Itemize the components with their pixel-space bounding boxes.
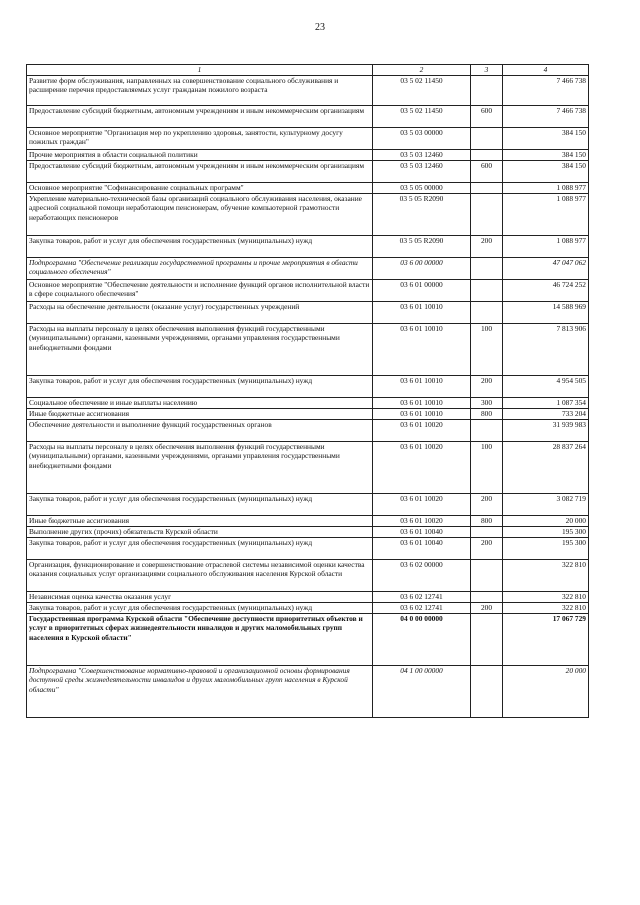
- budget-table: [26, 64, 589, 718]
- row-expense-type: 600: [471, 160, 503, 182]
- table-row: [27, 160, 589, 182]
- row-amount: 7 813 906: [503, 323, 589, 375]
- row-expense-type: [471, 301, 503, 323]
- row-expense-type: [471, 149, 503, 160]
- table-row: [27, 591, 589, 602]
- row-expense-type: [471, 591, 503, 602]
- column-header-type: 3: [471, 65, 503, 76]
- row-amount: 47 047 062: [503, 257, 589, 279]
- row-name: Укрепление материально-технической базы организаций социального обслуживания населения, оказание адресной социальной помощи неработающим пенсионерам, обучение компьютерной грамотности неработающих пенсионеров: [27, 193, 373, 235]
- row-name: Иные бюджетные ассигнования: [27, 515, 373, 526]
- row-code: 03 5 03 00000: [373, 127, 471, 149]
- row-name: Расходы на выплаты персоналу в целях обеспечения выполнения функций государственными (муниципальными) органами, казенными учреждениями, органами управления государственными внебюджетными фондами: [27, 323, 373, 375]
- row-name: Основное мероприятие "Организация мер по укреплению здоровья, занятости, культурному досугу пожилых граждан": [27, 127, 373, 149]
- row-code: 03 6 00 00000: [373, 257, 471, 279]
- row-amount: 1 087 354: [503, 397, 589, 408]
- row-code: 03 6 01 10010: [373, 375, 471, 397]
- row-expense-type: [471, 526, 503, 537]
- table-row: [27, 613, 589, 665]
- row-name: Организация, функционирование и совершенствование отраслевой системы независимой оценки качества оказания социальных услуг организациями социального обслуживания населения Курской области: [27, 559, 373, 591]
- row-code: 03 6 01 10040: [373, 526, 471, 537]
- table-row: [27, 665, 589, 717]
- row-code: 03 5 03 12460: [373, 160, 471, 182]
- row-name: Подпрограмма "Совершенствование нормативно-правовой и организационной основы формирования доступной среды жизнедеятельности инвалидов и других маломобильных групп населения в Курской области": [27, 665, 373, 717]
- table-row: [27, 441, 589, 493]
- row-amount: 20 000: [503, 515, 589, 526]
- row-name: Расходы на выплаты персоналу в целях обеспечения выполнения функций государственными (муниципальными) органами, казенными учреждениями, органами управления государственными внебюджетными фондами: [27, 441, 373, 493]
- row-amount: 384 150: [503, 160, 589, 182]
- row-code: 03 6 01 10020: [373, 493, 471, 515]
- table-header-row: [27, 65, 589, 76]
- row-expense-type: 800: [471, 408, 503, 419]
- row-code: 03 5 05 R2090: [373, 193, 471, 235]
- row-expense-type: 100: [471, 441, 503, 493]
- row-expense-type: [471, 193, 503, 235]
- row-name: Закупка товаров, работ и услуг для обеспечения государственных (муниципальных) нужд: [27, 537, 373, 559]
- row-amount: 7 466 738: [503, 105, 589, 127]
- row-expense-type: [471, 127, 503, 149]
- row-expense-type: [471, 279, 503, 301]
- row-name: Социальное обеспечение и иные выплаты населению: [27, 397, 373, 408]
- table-row: [27, 515, 589, 526]
- row-code: 03 5 02 11450: [373, 105, 471, 127]
- row-code: 03 6 01 10020: [373, 515, 471, 526]
- row-expense-type: [471, 182, 503, 193]
- table-row: [27, 408, 589, 419]
- row-expense-type: [471, 559, 503, 591]
- row-code: 03 6 02 12741: [373, 591, 471, 602]
- table-row: [27, 235, 589, 257]
- row-code: 03 6 01 10010: [373, 408, 471, 419]
- row-name: Обеспечение деятельности и выполнение функций государственных органов: [27, 419, 373, 441]
- row-name: Независимая оценка качества оказания услуг: [27, 591, 373, 602]
- row-amount: 195 300: [503, 526, 589, 537]
- row-code: 03 6 01 10010: [373, 323, 471, 375]
- column-header-name: 1: [27, 65, 373, 76]
- row-code: 03 6 01 10020: [373, 441, 471, 493]
- table-row: [27, 526, 589, 537]
- row-amount: 46 724 252: [503, 279, 589, 301]
- row-amount: 195 300: [503, 537, 589, 559]
- row-amount: 28 837 264: [503, 441, 589, 493]
- row-name: Закупка товаров, работ и услуг для обеспечения государственных (муниципальных) нужд: [27, 375, 373, 397]
- row-amount: 1 088 977: [503, 182, 589, 193]
- column-header-code: 2: [373, 65, 471, 76]
- row-expense-type: 800: [471, 515, 503, 526]
- row-expense-type: 100: [471, 323, 503, 375]
- row-amount: 20 000: [503, 665, 589, 717]
- row-expense-type: 200: [471, 602, 503, 613]
- row-code: 04 0 00 00000: [373, 613, 471, 665]
- row-name: Закупка товаров, работ и услуг для обеспечения государственных (муниципальных) нужд: [27, 602, 373, 613]
- row-code: 04 1 00 00000: [373, 665, 471, 717]
- row-code: 03 5 05 00000: [373, 182, 471, 193]
- table-row: [27, 375, 589, 397]
- table-row: [27, 127, 589, 149]
- row-name: Основное мероприятие "Софинансирование социальных программ": [27, 182, 373, 193]
- row-amount: 1 088 977: [503, 235, 589, 257]
- row-name: Предоставление субсидий бюджетным, автономным учреждениям и иным некоммерческим организациям: [27, 160, 373, 182]
- row-code: 03 6 02 12741: [373, 602, 471, 613]
- row-amount: 322 810: [503, 591, 589, 602]
- row-code: 03 6 01 00000: [373, 279, 471, 301]
- table-row: [27, 182, 589, 193]
- row-amount: 322 810: [503, 602, 589, 613]
- table-row: [27, 493, 589, 515]
- row-expense-type: [471, 613, 503, 665]
- row-name: Предоставление субсидий бюджетным, автономным учреждениям и иным некоммерческим организациям: [27, 105, 373, 127]
- column-header-amount: 4: [503, 65, 589, 76]
- row-expense-type: 300: [471, 397, 503, 408]
- row-name: Закупка товаров, работ и услуг для обеспечения государственных (муниципальных) нужд: [27, 493, 373, 515]
- row-name: Развитие форм обслуживания, направленных на совершенствование социального обслуживания и расширение перечня предоставляемых услуг гражданам пожилого возраста: [27, 75, 373, 105]
- row-name: Государственная программа Курской области "Обеспечение доступности приоритетных объектов и услуг в приоритетных сферах жизнедеятельности инвалидов и других маломобильных групп населения в Курской области": [27, 613, 373, 665]
- row-name: Основное мероприятие "Обеспечение деятельности и исполнение функций органов исполнительной власти в сфере социального обеспечения": [27, 279, 373, 301]
- row-amount: 733 204: [503, 408, 589, 419]
- row-expense-type: 600: [471, 105, 503, 127]
- row-amount: 7 466 738: [503, 75, 589, 105]
- table-row: [27, 193, 589, 235]
- row-amount: 384 150: [503, 149, 589, 160]
- row-amount: 3 082 719: [503, 493, 589, 515]
- row-code: 03 5 05 R2090: [373, 235, 471, 257]
- row-expense-type: 200: [471, 537, 503, 559]
- row-amount: 14 588 969: [503, 301, 589, 323]
- table-row: [27, 75, 589, 105]
- row-name: Выполнение других (прочих) обязательств Курской области: [27, 526, 373, 537]
- row-amount: 17 067 729: [503, 613, 589, 665]
- row-code: 03 5 03 12460: [373, 149, 471, 160]
- row-amount: 1 088 977: [503, 193, 589, 235]
- row-name: Расходы на обеспечение деятельности (оказание услуг) государственных учреждений: [27, 301, 373, 323]
- table-row: [27, 257, 589, 279]
- row-expense-type: [471, 257, 503, 279]
- table-row: [27, 301, 589, 323]
- row-expense-type: 200: [471, 375, 503, 397]
- table-row: [27, 559, 589, 591]
- row-code: 03 6 01 10040: [373, 537, 471, 559]
- row-name: Закупка товаров, работ и услуг для обеспечения государственных (муниципальных) нужд: [27, 235, 373, 257]
- row-expense-type: 200: [471, 493, 503, 515]
- row-code: 03 6 01 10010: [373, 397, 471, 408]
- table-row: [27, 323, 589, 375]
- row-code: 03 6 01 10010: [373, 301, 471, 323]
- row-expense-type: [471, 75, 503, 105]
- row-name: Подпрограмма "Обеспечение реализации государственной программы и прочие мероприятия в области социального обеспечения": [27, 257, 373, 279]
- table-row: [27, 602, 589, 613]
- row-amount: 4 954 505: [503, 375, 589, 397]
- table-row: [27, 279, 589, 301]
- row-name: Прочие мероприятия в области социальной политики: [27, 149, 373, 160]
- row-amount: 322 810: [503, 559, 589, 591]
- row-code: 03 6 02 00000: [373, 559, 471, 591]
- table-row: [27, 419, 589, 441]
- row-expense-type: [471, 419, 503, 441]
- table-row: [27, 105, 589, 127]
- row-name: Иные бюджетные ассигнования: [27, 408, 373, 419]
- table-row: [27, 149, 589, 160]
- row-code: 03 6 01 10020: [373, 419, 471, 441]
- table-row: [27, 397, 589, 408]
- row-amount: 384 150: [503, 127, 589, 149]
- page-number: 23: [315, 22, 325, 33]
- row-code: 03 5 02 11450: [373, 75, 471, 105]
- table-row: [27, 537, 589, 559]
- row-expense-type: [471, 665, 503, 717]
- row-amount: 31 939 983: [503, 419, 589, 441]
- row-expense-type: 200: [471, 235, 503, 257]
